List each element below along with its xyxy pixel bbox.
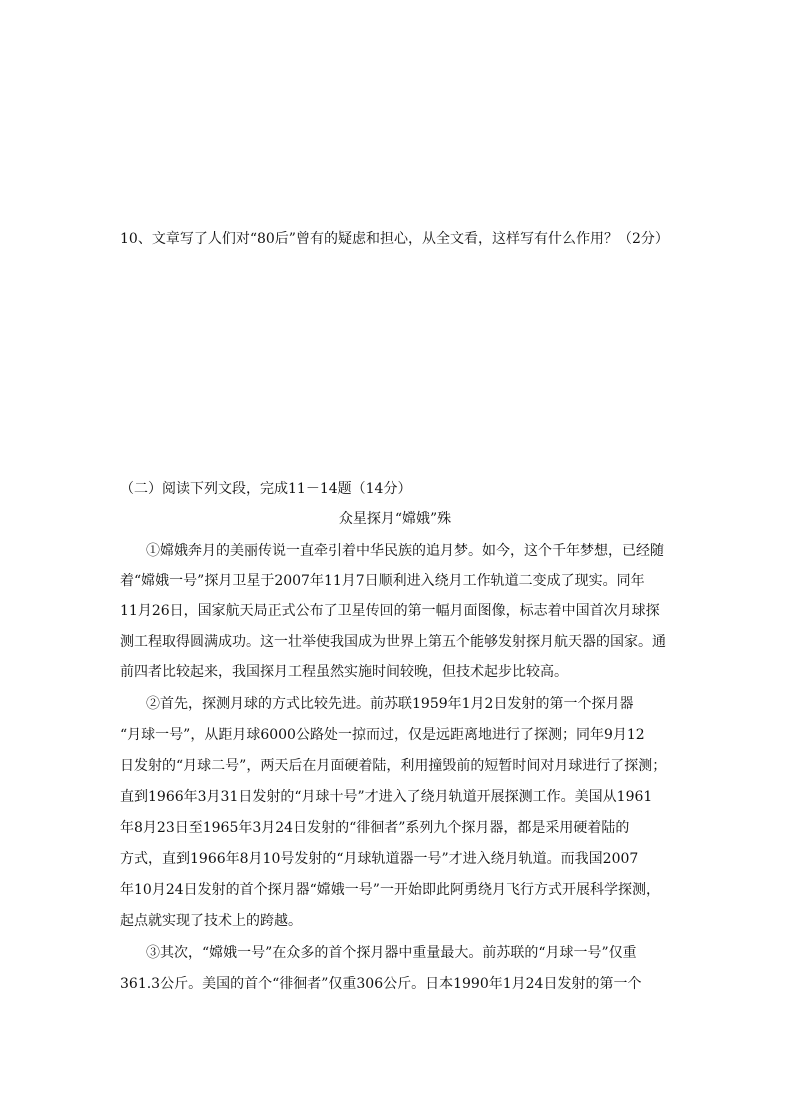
- paragraph-2-line: “月球一号”，从距月球6000公路处一掠而过，仅是远距离地进行了探测；同年9月12: [120, 727, 645, 743]
- question-10: 10、文章写了人们对“80后”曾有的疑虑和担心，从全文看，这样写有什么作用？（2分）: [120, 231, 669, 247]
- paragraph-2-line: 直到1966年3月31日发射的“月球十号”才进入了绕月轨道开展探测工作。美国从1961: [120, 789, 653, 805]
- paragraph-2-line: ②首先，探测月球的方式比较先进。前苏联1959年1月2日发射的第一个探月器: [146, 696, 634, 712]
- paragraph-2-line: 年10月24日发射的首个探月器“嫦娥一号”一开始即此阿勇绕月飞行方式开展科学探测，: [120, 882, 660, 898]
- paragraph-2-line: 年8月23日至1965年3月24日发射的“徘徊者”系列九个探月器，都是采用硬着陆的: [120, 820, 630, 836]
- paragraph-3-line: ③其次，“嫦娥一号”在众多的首个探月器中重量最大。前苏联的“月球一号”仅重: [146, 945, 637, 961]
- paragraph-2-line: 日发射的“月球二号”，两天后在月面硬着陆，利用撞毁前的短暂时间对月球进行了探测；: [120, 758, 667, 774]
- paragraph-1-line: ①嫦娥奔月的美丽传说一直牵引着中华民族的追月梦。如今，这个千年梦想，已经随: [146, 543, 664, 559]
- paragraph-2-line: 方式，直到1966年8月10号发射的“月球轨道器一号”才进入绕月轨道。而我国2007: [120, 851, 639, 867]
- paragraph-1-line: 前四者比较起来，我国探月工程虽然实施时间较晚，但技术起步比较高。: [120, 664, 568, 680]
- paragraph-1-line: 着“嫦娥一号”探月卫星于2007年11月7日顺利进入绕月工作轨道二变成了现实。同年: [120, 573, 645, 589]
- paragraph-1-line: 11月26日，国家航天局正式公布了卫星传回的第一幅月面图像，标志着中国首次月球探: [120, 603, 660, 619]
- paragraph-3-line: 361.3公斤。美国的首个“徘徊者”仅重306公斤。日本1990年1月24日发射的第一个: [120, 976, 642, 992]
- paragraph-2-line: 起点就实现了技术上的跨越。: [120, 913, 302, 929]
- paragraph-1-line: 测工程取得圆满成功。这一壮举使我国成为世界上第五个能够发射探月航天器的国家。通: [120, 634, 666, 650]
- article-title: 众星探月“嫦娥”殊: [338, 511, 452, 527]
- section-heading: （二）阅读下列文段，完成11－14题（14分）: [120, 481, 412, 497]
